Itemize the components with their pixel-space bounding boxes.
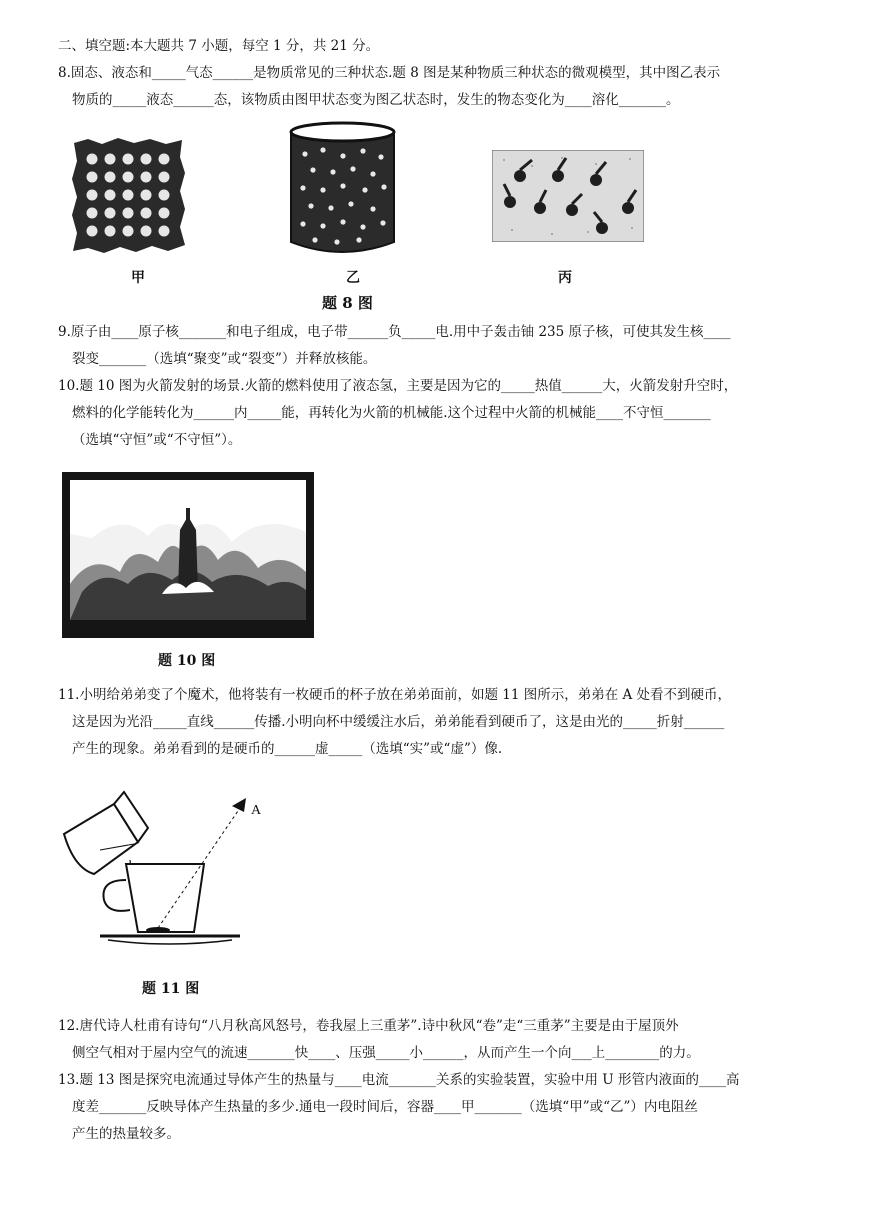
figure-8-solid-model: [68, 135, 188, 257]
figure-8-label-yi: 乙: [346, 270, 360, 286]
figure-11-point-a: A: [251, 803, 262, 818]
figure-11-cup-coin: [60, 788, 275, 958]
q9-line1: 9.原子由____原子核_______和电子组成，电子带______负_____电.用中子轰击铀 235 原子核，可使其发生核____: [58, 324, 731, 340]
section-title: 二、填空题:本大题共 7 小题，每空 1 分，共 21 分。: [58, 38, 380, 54]
q8-line2: 物质的_____液态______态，该物质由图甲状态变为图乙状态时，发生的物态变化为____溶化_______。: [72, 92, 680, 108]
figure-10-rocket-launch: [62, 472, 314, 638]
figure-8-liquid-model: [285, 120, 400, 260]
q12-line2: 侧空气相对于屋内空气的流速_______快____、压强_____小______，从而产生一个向___上________的力。: [72, 1045, 700, 1061]
q11-line3: 产生的现象。弟弟看到的是硬币的______虚_____（选填“实”或“虚”）像.: [72, 741, 503, 757]
q10-line1: 10.题 10 图为火箭发射的场景.火箭的燃料使用了液态氢，主要是因为它的_____热值______大，火箭发射升空时，: [58, 378, 738, 394]
q13-line3: 产生的热量较多。: [72, 1126, 180, 1142]
figure-8-label-jia: 甲: [131, 270, 145, 286]
q12-line1: 12.唐代诗人杜甫有诗句“八月秋高风怒号，卷我屋上三重茅”.诗中秋风“卷”走“三重茅”主要是由于屋顶外: [58, 1018, 679, 1034]
q11-line2: 这是因为光沿_____直线______传播.小明向杯中缓缓注水后，弟弟能看到硬币了，这是由光的_____折射______: [72, 714, 725, 730]
q10-line3: （选填“守恒”或“不守恒”）。: [72, 432, 242, 448]
figure-10-caption: 题 10 图: [158, 653, 216, 669]
q13-line1: 13.题 13 图是探究电流通过导体产生的热量与____电流_______关系的实验装置，实验中用 U 形管内液面的____高: [58, 1072, 740, 1088]
q11-line1: 11.小明给弟弟变了个魔术，他将装有一枚硬币的杯子放在弟弟面前，如题 11 图所示，弟弟在 A 处看不到硬币，: [58, 687, 732, 703]
figure-8-caption: 题 8 图: [322, 294, 373, 312]
figure-8-gas-model: [492, 150, 644, 242]
q8-line1: 8.固态、液态和_____气态______是物质常见的三种状态.题 8 图是某种物质三种状态的微观模型，其中图乙表示: [58, 65, 721, 81]
q10-line2: 燃料的化学能转化为______内_____能，再转化为火箭的机械能.这个过程中火箭的机械能____不守恒_______: [72, 405, 711, 421]
figure-8-label-bing: 丙: [558, 270, 572, 286]
figure-11-caption: 题 11 图: [142, 981, 200, 997]
q13-line2: 度差_______反映导体产生热量的多少.通电一段时间后，容器____甲_______（选填“甲”或“乙”）内电阻丝: [72, 1099, 698, 1115]
q9-line2: 裂变_______（选填“聚变”或“裂变”）并释放核能。: [72, 351, 377, 367]
